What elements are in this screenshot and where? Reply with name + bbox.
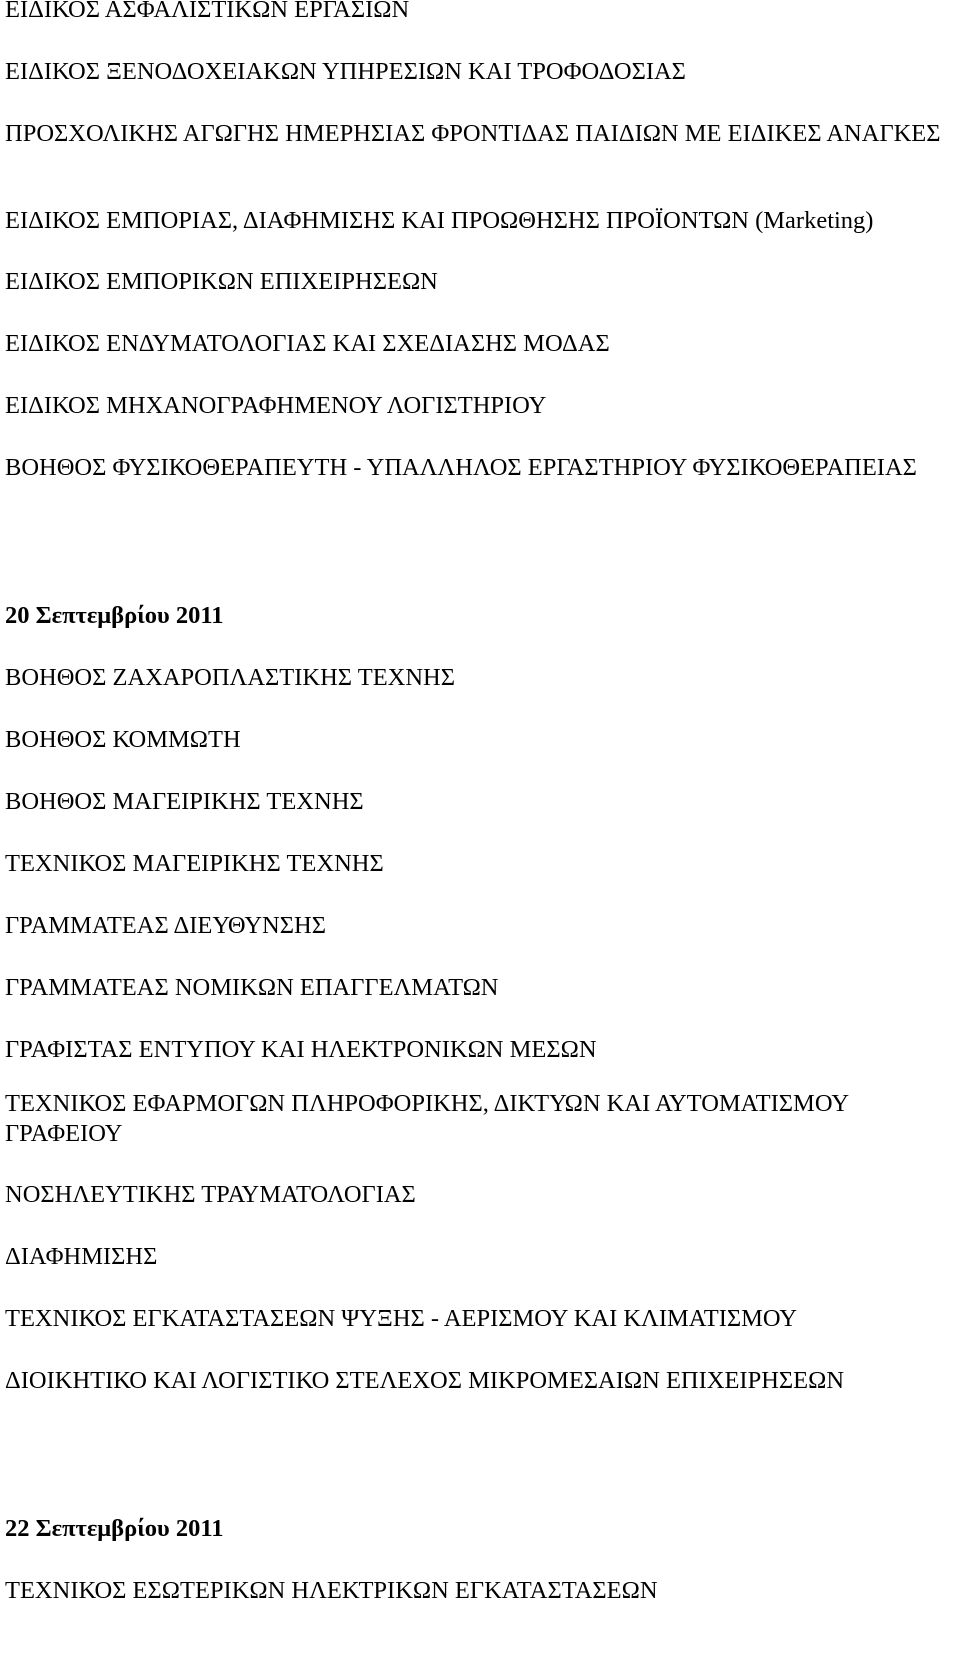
specialty-item: ΕΙΔΙΚΟΣ ΕΜΠΟΡΙΚΩΝ ΕΠΙΧΕΙΡΗΣΕΩΝ [5, 268, 438, 295]
specialty-item: ΒΟΗΘΟΣ ΖΑΧΑΡΟΠΛΑΣΤΙΚΗΣ ΤΕΧΝΗΣ [5, 664, 455, 691]
specialty-item: ΓΡΑΜΜΑΤΕΑΣ ΔΙΕΥΘΥΝΣΗΣ [5, 912, 326, 939]
specialty-item: ΕΙΔΙΚΟΣ ΑΣΦΑΛΙΣΤΙΚΩΝ ΕΡΓΑΣΙΩΝ [5, 0, 410, 23]
specialty-item: ΔΙΑΦΗΜΙΣΗΣ [5, 1243, 158, 1270]
specialty-item: ΕΙΔΙΚΟΣ ΜΗΧΑΝΟΓΡΑΦΗΜΕΝΟΥ ΛΟΓΙΣΤΗΡΙΟΥ [5, 392, 547, 419]
specialty-item: ΔΙΟΙΚΗΤΙΚΟ ΚΑΙ ΛΟΓΙΣΤΙΚΟ ΣΤΕΛΕΧΟΣ ΜΙΚΡΟΜΕΣΑΙΩΝ ΕΠΙΧΕΙΡΗΣΕΩΝ [5, 1367, 845, 1394]
specialty-item: ΒΟΗΘΟΣ ΦΥΣΙΚΟΘΕΡΑΠΕΥΤΗ - ΥΠΑΛΛΗΛΟΣ ΕΡΓΑΣΤΗΡΙΟΥ ΦΥΣΙΚΟΘΕΡΑΠΕΙΑΣ [5, 454, 917, 481]
specialty-item: ΕΙΔΙΚΟΣ ΞΕΝΟΔΟΧΕΙΑΚΩΝ ΥΠΗΡΕΣΙΩΝ ΚΑΙ ΤΡΟΦΟΔΟΣΙΑΣ [5, 58, 686, 85]
date-heading: 20 Σεπτεμβρίου 2011 [5, 602, 224, 629]
specialty-item: ΒΟΗΘΟΣ ΜΑΓΕΙΡΙΚΗΣ ΤΕΧΝΗΣ [5, 788, 364, 815]
specialty-item: ΓΡΑΜΜΑΤΕΑΣ ΝΟΜΙΚΩΝ ΕΠΑΓΓΕΛΜΑΤΩΝ [5, 974, 499, 1001]
specialty-item: ΝΟΣΗΛΕΥΤΙΚΗΣ ΤΡΑΥΜΑΤΟΛΟΓΙΑΣ [5, 1181, 416, 1208]
specialty-item: ΕΙΔΙΚΟΣ ΕΝΔΥΜΑΤΟΛΟΓΙΑΣ ΚΑΙ ΣΧΕΔΙΑΣΗΣ ΜΟΔΑΣ [5, 330, 610, 357]
specialty-item: ΤΕΧΝΙΚΟΣ ΕΓΚΑΤΑΣΤΑΣΕΩΝ ΨΥΞΗΣ - ΑΕΡΙΣΜΟΥ ΚΑΙ ΚΛΙΜΑΤΙΣΜΟΥ [5, 1305, 798, 1332]
specialty-item: ΤΕΧΝΙΚΟΣ ΕΦΑΡΜΟΓΩΝ ΠΛΗΡΟΦΟΡΙΚΗΣ, ΔΙΚΤΥΩΝ ΚΑΙ ΑΥΤΟΜΑΤΙΣΜΟΥ ΓΡΑΦΕΙΟΥ [5, 1090, 849, 1147]
specialty-item: ΒΟΗΘΟΣ ΚΟΜΜΩΤΗ [5, 726, 241, 753]
specialty-item: ΤΕΧΝΙΚΟΣ ΜΑΓΕΙΡΙΚΗΣ ΤΕΧΝΗΣ [5, 850, 384, 877]
date-heading: 22 Σεπτεμβρίου 2011 [5, 1515, 224, 1542]
specialty-item: ΕΙΔΙΚΟΣ ΕΜΠΟΡΙΑΣ, ΔΙΑΦΗΜΙΣΗΣ ΚΑΙ ΠΡΟΩΘΗΣΗΣ ΠΡΟΪΟΝΤΩΝ (Marketing) [5, 207, 874, 234]
specialty-item: ΓΡΑΦΙΣΤΑΣ ΕΝΤΥΠΟΥ ΚΑΙ ΗΛΕΚΤΡΟΝΙΚΩΝ ΜΕΣΩΝ [5, 1036, 597, 1063]
specialty-item: ΠΡΟΣΧΟΛΙΚΗΣ ΑΓΩΓΗΣ ΗΜΕΡΗΣΙΑΣ ΦΡΟΝΤΙΔΑΣ ΠΑΙΔΙΩΝ ΜΕ ΕΙΔΙΚΕΣ ΑΝΑΓΚΕΣ [5, 120, 941, 147]
specialty-item: ΤΕΧΝΙΚΟΣ ΕΣΩΤΕΡΙΚΩΝ ΗΛΕΚΤΡΙΚΩΝ ΕΓΚΑΤΑΣΤΑΣΕΩΝ [5, 1577, 658, 1604]
